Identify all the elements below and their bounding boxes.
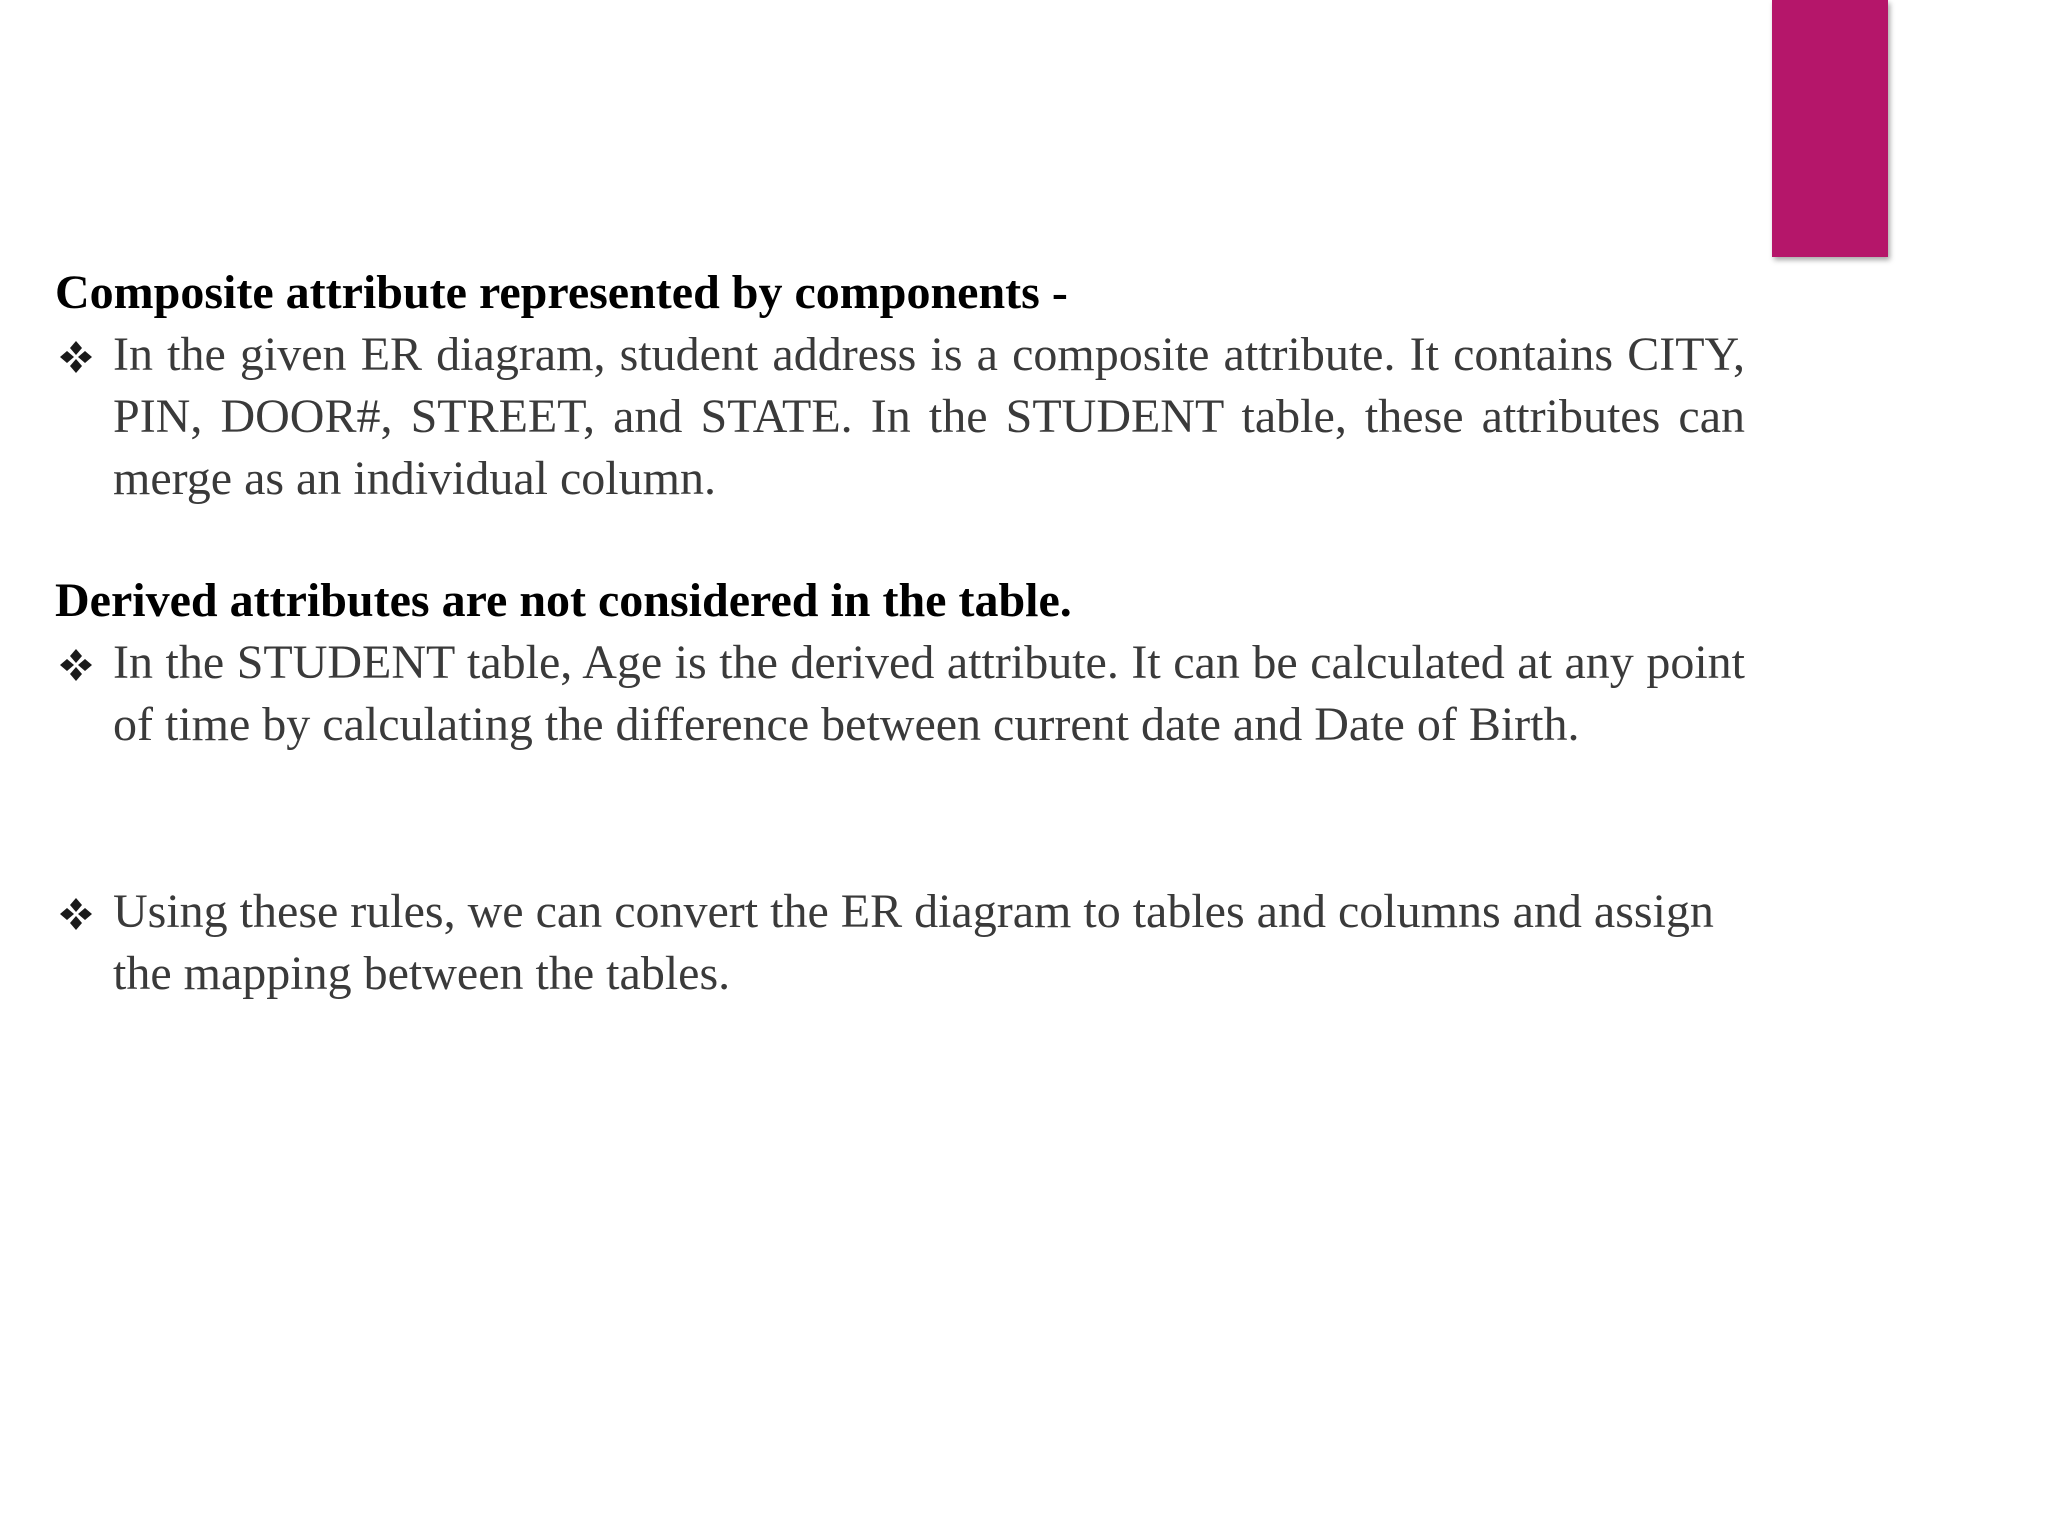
accent-bar: [1772, 0, 1888, 257]
bullet-item: [55, 632, 1745, 756]
section-heading-derived: Derived attributes are not considered in the table.: [55, 574, 1072, 627]
spacer: [55, 510, 1745, 570]
four-diamond-icon: [59, 897, 93, 931]
four-diamond-icon: [59, 340, 93, 374]
bullet-text: Using these rules, we can convert the ER diagram to tables and columns and assign the mapping between the tables.: [113, 885, 1714, 1000]
bullet-text: In the given ER diagram, student address is a composite attribute. It contains CITY, PIN, DOOR#, STREET, and STATE. In the STUDENT table, these attributes can merge as an individual column.: [113, 328, 1745, 505]
section-heading-composite: Composite attribute represented by components -: [55, 266, 1068, 319]
slide-content: [55, 262, 1745, 1005]
bullet-item-closing: [55, 881, 1745, 1005]
bullet-text: In the STUDENT table, Age is the derived attribute. It can be calculated at any point of time by calculating the difference between current date and Date of Birth.: [113, 636, 1745, 751]
bullet-item: [55, 324, 1745, 510]
spacer: [55, 756, 1745, 881]
four-diamond-icon: [59, 648, 93, 682]
